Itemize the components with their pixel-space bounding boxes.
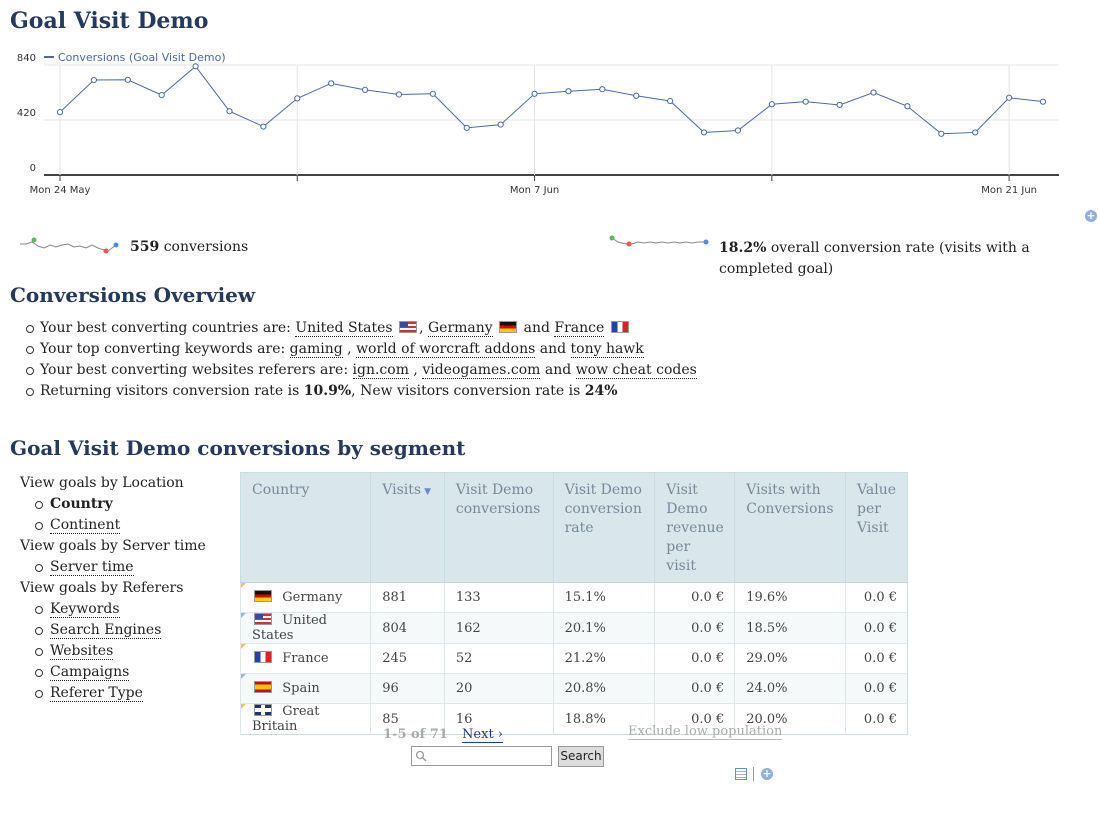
- data-point[interactable]: [837, 102, 842, 107]
- and-text: and: [544, 362, 572, 378]
- data-point[interactable]: [735, 128, 740, 133]
- cell-visits: 96: [371, 674, 445, 704]
- sparkline-conversions: [18, 236, 120, 256]
- data-point[interactable]: [905, 104, 910, 109]
- overview-websites: Your best converting websites referers are: ign.com , videogames.com and wow cheat codes: [20, 360, 697, 381]
- pagination: [383, 727, 503, 742]
- data-point[interactable]: [871, 90, 876, 95]
- data-point[interactable]: [362, 87, 367, 92]
- data-point[interactable]: [566, 89, 571, 94]
- overview-keywords: Your top converting keywords are: gaming , world of worcraft addons and tony hawk: [20, 339, 697, 360]
- conversions-line-chart: [0, 44, 1099, 204]
- cell-country: United States: [241, 613, 371, 644]
- cell-value-per-visit: 0.0 €: [846, 613, 908, 644]
- chart-legend: Conversions (Goal Visit Demo): [58, 51, 226, 64]
- cell-conversions: 16: [444, 704, 553, 735]
- cell-country: Spain: [241, 674, 371, 704]
- cell-conversions: 52: [444, 644, 553, 674]
- cell-visits-with-conv: 18.5%: [735, 613, 846, 644]
- table-row[interactable]: [241, 613, 908, 644]
- segment-item-websites[interactable]: Websites: [20, 641, 206, 662]
- data-point[interactable]: [668, 98, 673, 103]
- search-text-field[interactable]: [428, 750, 552, 768]
- table-row[interactable]: [241, 583, 908, 613]
- cell-rate: 18.8%: [553, 704, 655, 735]
- cell-rate: 20.1%: [553, 613, 655, 644]
- cell-value-per-visit: 0.0 €: [846, 644, 908, 674]
- next-page-link[interactable]: Next ›: [462, 727, 504, 742]
- cell-revenue: 0.0 €: [655, 644, 735, 674]
- segment-group-location: View goals by Location: [20, 475, 184, 491]
- cell-visits: 881: [371, 583, 445, 613]
- y-tick-label: 420: [16, 108, 36, 119]
- sparkline-conversion-rate: [608, 234, 710, 250]
- cell-revenue: 0.0 €: [655, 674, 735, 704]
- returning-rate: 10.9%: [303, 383, 352, 399]
- segment-item-country[interactable]: Country: [20, 494, 206, 515]
- segment-item-search-engines[interactable]: Search Engines: [20, 620, 206, 641]
- keyword-link-3[interactable]: tony hawk: [570, 341, 644, 357]
- data-point[interactable]: [227, 109, 232, 114]
- cell-revenue: 0.0 €: [655, 583, 735, 613]
- conversions-label: conversions: [163, 239, 249, 255]
- col-value-per-visit[interactable]: Value per Visit: [846, 473, 908, 583]
- data-point[interactable]: [973, 130, 978, 135]
- col-visits[interactable]: Visits ▼: [371, 473, 445, 583]
- data-point[interactable]: [295, 96, 300, 101]
- series-line: [60, 66, 1043, 133]
- conversion-rate-label-2: completed goal): [719, 261, 834, 277]
- segment-group-server-time: View goals by Server time: [20, 538, 206, 554]
- y-tick-label: 0: [29, 163, 36, 174]
- cell-visits-with-conv: 19.6%: [735, 583, 846, 613]
- data-point[interactable]: [261, 124, 266, 129]
- es-flag-icon: [254, 681, 272, 693]
- data-point[interactable]: [464, 125, 469, 130]
- sort-desc-icon: ▼: [424, 487, 431, 497]
- segment-menu: [20, 473, 206, 704]
- y-tick-label: 840: [16, 53, 36, 64]
- website-link-2[interactable]: videogames.com: [422, 362, 541, 378]
- segment-group-referers: View goals by Referers: [20, 580, 184, 596]
- cell-value-per-visit: 0.0 €: [846, 704, 908, 735]
- overview-countries: Your best converting countries are: United States , Germany and France: [20, 318, 697, 339]
- cell-conversions: 162: [444, 613, 553, 644]
- cell-conversions: 20: [444, 674, 553, 704]
- de-flag-icon: [499, 321, 517, 333]
- overview-visitor-rates: [20, 381, 697, 402]
- add-widget-icon[interactable]: +: [762, 767, 772, 780]
- x-tick-label: Mon 24 May: [29, 185, 91, 196]
- conversions-metric: [130, 239, 248, 255]
- table-row[interactable]: [241, 704, 908, 735]
- fr-flag-icon: [611, 321, 629, 333]
- table-view-icon[interactable]: [735, 768, 747, 780]
- country-link-de[interactable]: Germany: [427, 320, 493, 336]
- and-text: and: [523, 320, 550, 336]
- cell-country: France: [241, 644, 371, 674]
- conversion-rate-metric: [719, 238, 1030, 280]
- website-link-3[interactable]: wow cheat codes: [575, 362, 697, 378]
- data-point[interactable]: [396, 92, 401, 97]
- cell-rate: 15.1%: [553, 583, 655, 613]
- and-text: and: [539, 341, 567, 357]
- conversions-table: [240, 472, 908, 735]
- table-row[interactable]: [241, 674, 908, 704]
- overview-heading: Conversions Overview: [10, 283, 256, 307]
- data-point[interactable]: [91, 77, 96, 82]
- cell-visits-with-conv: 29.0%: [735, 644, 846, 674]
- search-input[interactable]: [411, 746, 552, 766]
- segment-item-continent[interactable]: Continent: [20, 515, 206, 536]
- data-point[interactable]: [1040, 99, 1045, 104]
- x-tick-label: Mon 7 Jun: [509, 185, 560, 196]
- gb-flag-icon: [254, 704, 272, 716]
- pagination-count: 1-5 of 71: [383, 727, 448, 742]
- websites-prefix: Your best converting websites referers are:: [40, 362, 349, 378]
- segment-heading: Goal Visit Demo conversions by segment: [10, 436, 466, 460]
- data-point[interactable]: [329, 81, 334, 86]
- segment-item-campaigns[interactable]: Campaigns: [20, 662, 206, 683]
- us-flag-icon: [399, 321, 417, 333]
- page-title: Goal Visit Demo: [10, 8, 209, 34]
- segment-item-server-time[interactable]: Server time: [20, 557, 206, 578]
- data-point[interactable]: [57, 110, 62, 115]
- data-point[interactable]: [193, 64, 198, 69]
- table-row[interactable]: [241, 644, 908, 674]
- col-conversions[interactable]: Visit Demo conversions: [444, 473, 553, 583]
- x-tick-label: Mon 21 Jun: [981, 185, 1038, 196]
- table-header-row: [241, 473, 908, 583]
- cell-visits: 85: [371, 704, 445, 735]
- exclude-low-population-link[interactable]: Exclude low population: [628, 724, 783, 739]
- col-country[interactable]: Country: [241, 473, 371, 583]
- cell-rate: 21.2%: [553, 644, 655, 674]
- data-point[interactable]: [939, 131, 944, 136]
- data-point[interactable]: [430, 91, 435, 96]
- conversion-rate-value: 18.2%: [719, 240, 767, 256]
- returning-prefix: Returning visitors conversion rate is: [40, 383, 300, 399]
- segment-item-referer-type[interactable]: Referer Type: [20, 683, 206, 704]
- data-point[interactable]: [125, 77, 130, 82]
- search-button[interactable]: Search: [558, 746, 604, 767]
- data-point[interactable]: [701, 130, 706, 135]
- cell-visits: 245: [371, 644, 445, 674]
- cell-visits-with-conv: 24.0%: [735, 674, 846, 704]
- cell-visits: 804: [371, 613, 445, 644]
- data-point[interactable]: [159, 93, 164, 98]
- search-icon: [415, 750, 427, 762]
- data-point[interactable]: [532, 91, 537, 96]
- cell-country: Great Britain: [241, 704, 371, 735]
- de-flag-icon: [254, 590, 272, 602]
- data-point[interactable]: [600, 87, 605, 92]
- country-link-us[interactable]: United States: [295, 320, 393, 336]
- add-graph-icon[interactable]: +: [1086, 209, 1096, 222]
- col-conversion-rate[interactable]: Visit Demo conversion rate: [553, 473, 655, 583]
- new-rate: 24%: [584, 383, 618, 399]
- cell-revenue: 0.0 €: [655, 704, 735, 735]
- cell-conversions: 133: [444, 583, 553, 613]
- col-visits-with-conversions[interactable]: Visits with Conversions: [735, 473, 846, 583]
- cell-revenue: 0.0 €: [655, 613, 735, 644]
- col-revenue-per-visit[interactable]: Visit Demo revenue per visit: [655, 473, 735, 583]
- country-link-fr[interactable]: France: [554, 320, 605, 336]
- conversions-value: 559: [130, 239, 160, 255]
- website-link-1[interactable]: ign.com: [352, 362, 409, 378]
- keyword-link-1[interactable]: gaming: [289, 341, 343, 357]
- icon-separator: [753, 767, 754, 781]
- keyword-link-2[interactable]: world of worcraft addons: [356, 341, 536, 357]
- countries-prefix: Your best converting countries are:: [40, 320, 291, 336]
- keywords-prefix: Your top converting keywords are:: [40, 341, 286, 357]
- us-flag-icon: [254, 613, 272, 625]
- cell-visits-with-conv: 20.0%: [735, 704, 846, 735]
- fr-flag-icon: [254, 651, 272, 663]
- data-point[interactable]: [803, 99, 808, 104]
- data-point[interactable]: [1007, 95, 1012, 100]
- data-point[interactable]: [769, 102, 774, 107]
- cell-rate: 20.8%: [553, 674, 655, 704]
- data-point[interactable]: [498, 122, 503, 127]
- cell-country: Germany: [241, 583, 371, 613]
- overview-list: [20, 318, 697, 402]
- cell-value-per-visit: 0.0 €: [846, 583, 908, 613]
- segment-item-keywords[interactable]: Keywords: [20, 599, 206, 620]
- data-point[interactable]: [634, 93, 639, 98]
- new-prefix: , New visitors conversion rate is: [351, 383, 581, 399]
- conversion-rate-label: overall conversion rate (visits with a: [770, 240, 1030, 256]
- cell-value-per-visit: 0.0 €: [846, 674, 908, 704]
